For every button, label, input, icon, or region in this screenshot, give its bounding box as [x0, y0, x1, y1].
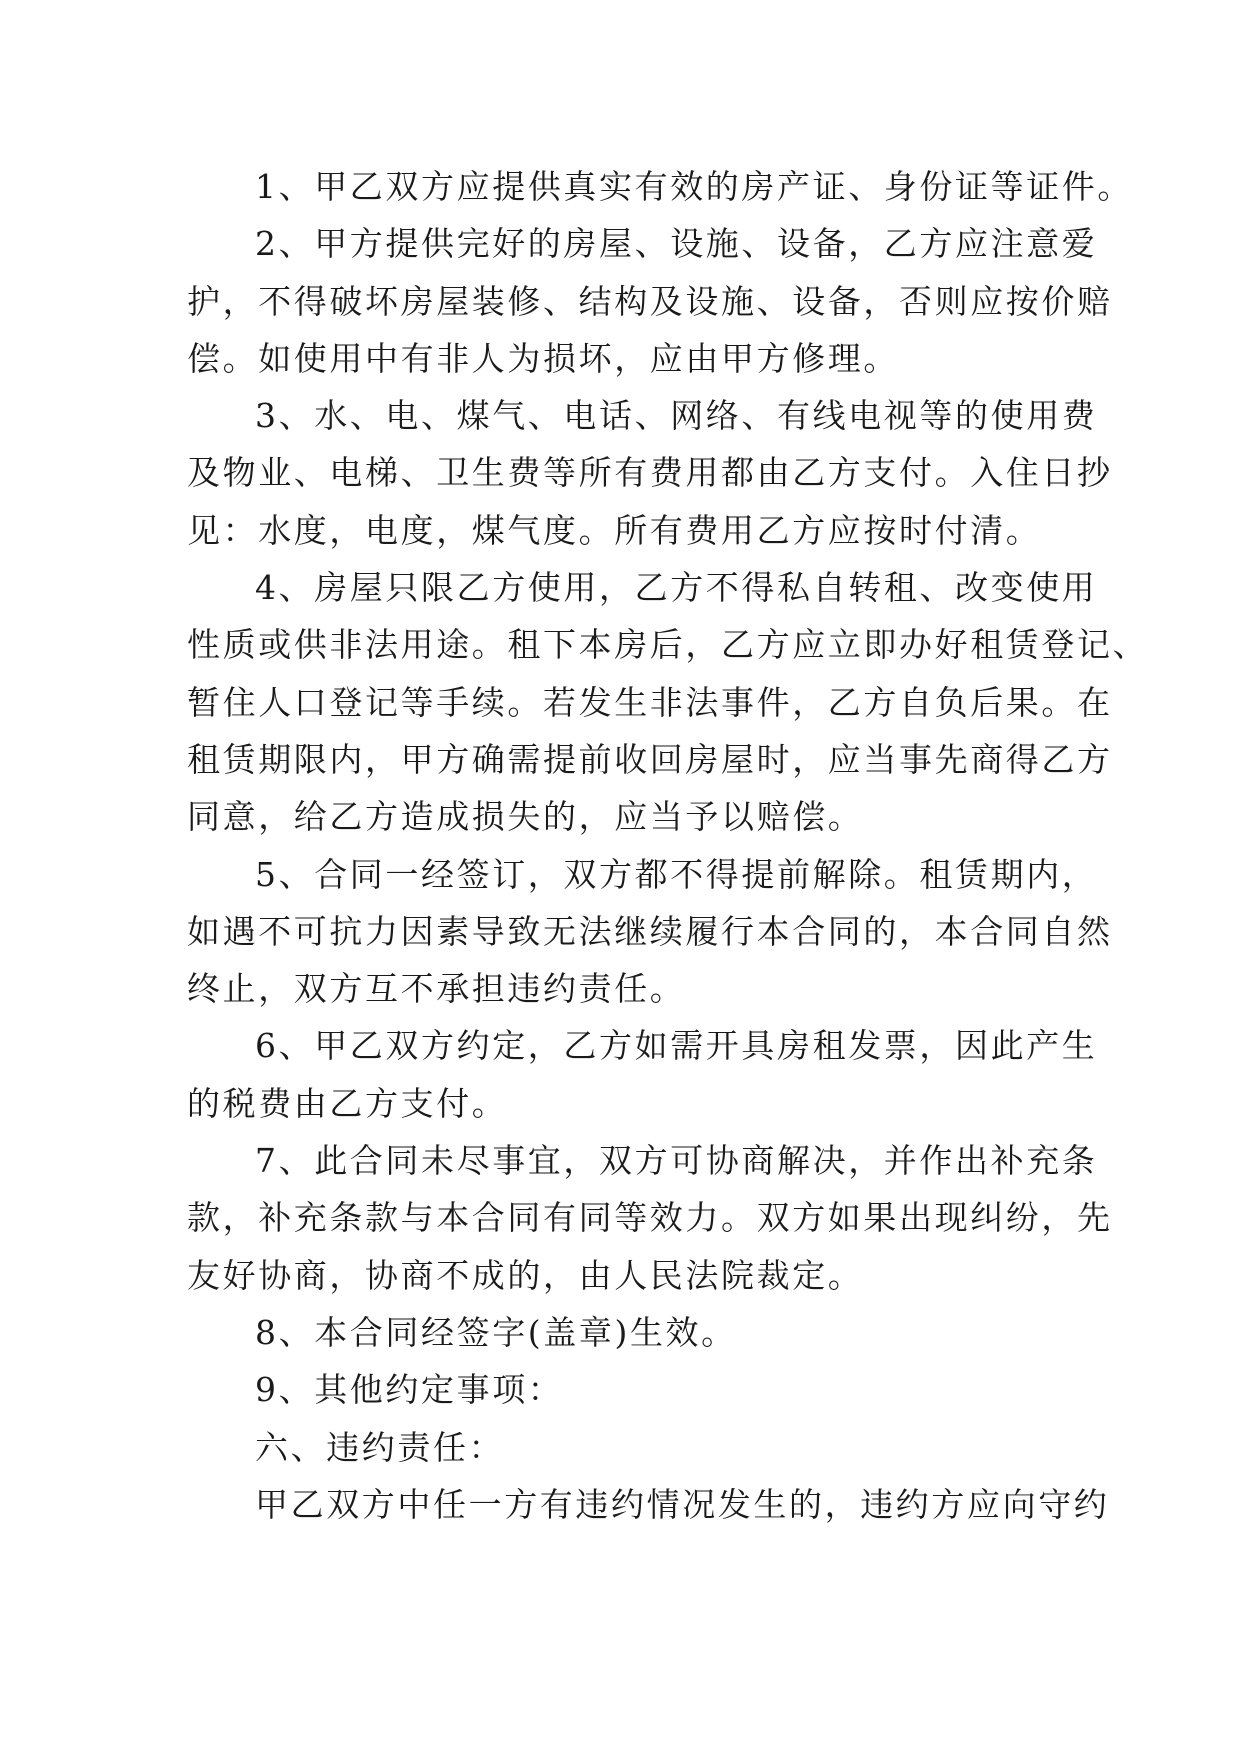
document-body: [187, 158, 1149, 1533]
paragraph-8: [187, 1304, 1057, 1361]
section-heading: 六、违约责任：: [255, 1427, 505, 1467]
paragraph-3: [187, 387, 1113, 559]
paragraph-5: [187, 846, 1113, 1018]
paragraph-1: [187, 158, 1133, 215]
text-line: 友好协商，协商不成的，由人民法院裁定。: [187, 1255, 864, 1295]
paragraph-2: [187, 215, 1113, 387]
paragraph-breach-liability: [187, 1476, 1110, 1533]
text-line: 4、房屋只限乙方使用，乙方不得私自转租、改变使用: [255, 568, 1098, 608]
text-line: 1、甲乙双方应提供真实有效的房产证、身份证等证件。: [255, 167, 1133, 206]
text-line: 如遇不可抗力因素导致无法继续履行本合同的，本合同自然: [187, 911, 1113, 951]
text-line: 租赁期限内，甲方确需提前收回房屋时，应当事先商得乙方: [187, 739, 1113, 779]
paragraph-4: [187, 559, 1149, 845]
text-line: 性质或供非法用途。租下本房后，乙方应立即办好租赁登记、: [187, 625, 1149, 665]
text-line: 5、合同一经签订，双方都不得提前解除。租赁期内，: [255, 854, 1098, 894]
paragraph-9: [187, 1361, 1057, 1418]
text-line: 9、其他约定事项：: [255, 1370, 564, 1410]
text-line: 3、水、电、煤气、电话、网络、有线电视等的使用费: [255, 396, 1098, 436]
text-line: 护，不得破坏房屋装修、结构及设施、设备，否则应按价赔: [187, 281, 1113, 321]
text-line: 偿。如使用中有非人为损坏，应由甲方修理。: [187, 338, 899, 378]
text-line: 终止，双方互不承担违约责任。: [187, 969, 686, 1009]
text-line: 2、甲方提供完好的房屋、设施、设备，乙方应注意爱: [255, 224, 1098, 264]
text-line: 6、甲乙双方约定，乙方如需开具房租发票，因此产生: [255, 1026, 1098, 1066]
text-line: 暂住人口登记等手续。若发生非法事件，乙方自负后果。在: [187, 682, 1113, 722]
text-line: 7、此合同未尽事宜，双方可协商解决，并作出补充条: [255, 1141, 1098, 1181]
paragraph-6: [187, 1017, 1098, 1132]
text-line: 的税费由乙方支付。: [187, 1083, 508, 1123]
text-line: 及物业、电梯、卫生费等所有费用都由乙方支付。入住日抄: [187, 453, 1113, 493]
section-heading-breach-liability: [187, 1419, 1057, 1476]
text-line: 8、本合同经签字(盖章)生效。: [255, 1312, 737, 1352]
text-line: 见：水度，电度，煤气度。所有费用乙方应按时付清。: [187, 510, 1042, 550]
paragraph-7: [187, 1132, 1113, 1304]
text-line: 同意，给乙方造成损失的，应当予以赔偿。: [187, 797, 864, 837]
text-line: 款，补充条款与本合同有同等效力。双方如果出现纠纷，先: [187, 1198, 1113, 1238]
text-line: 甲乙双方中任一方有违约情况发生的，违约方应向守约: [255, 1484, 1110, 1524]
